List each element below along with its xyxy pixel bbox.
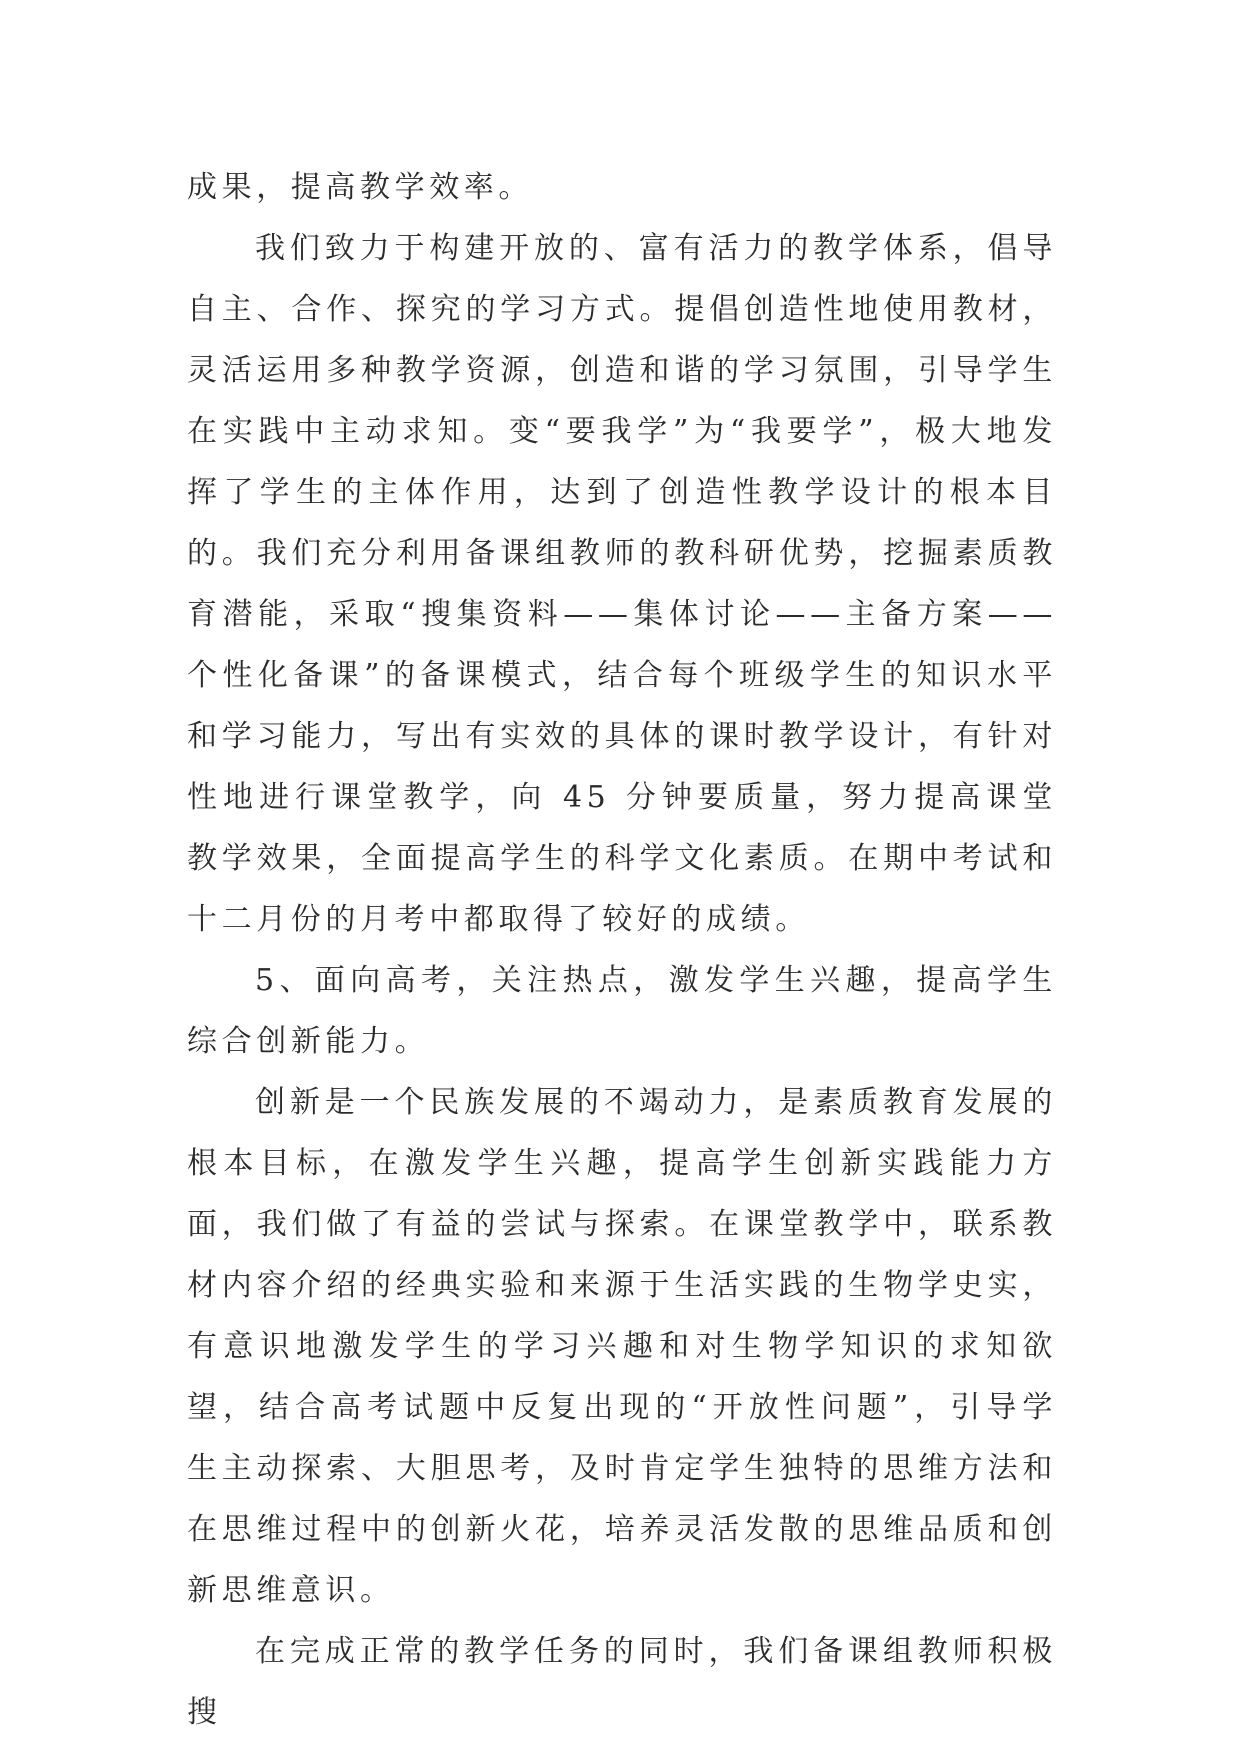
paragraph-continuation: 成果，提高教学效率。 (187, 170, 533, 205)
paragraph-teaching-system: 我们致力于构建开放的、富有活力的教学体系，倡导自主、合作、探究的学习方式。提倡创造性地使用教材，灵活运用多种教学资源，创造和谐的学习氛围，引导学生在实践中主动求知。变“要我学”为“我要学”，极大地发挥了学生的主体作用，达到了创造性教学设计的根本目的。我们充分利用备课组教师的教科研优势，挖掘素质教育潜能，采取“搜集资料——集体讨论——主备方案——个性化备课”的备课模式，结合每个班级学生的知识水平和学习能力，写出有实效的具体的课时教学设计，有针对性地进行课堂教学，向 45 分钟要质量，努力提高课堂教学效果，全面提高学生的科学文化素质。在期中考试和十二月份的月考中都取得了较好的成绩。 (187, 231, 1057, 937)
document-body (187, 157, 1057, 1743)
paragraph-tasks: 在完成正常的教学任务的同时，我们备课组教师积极搜 (187, 1634, 1057, 1730)
section-heading-5: 5、面向高考，关注热点，激发学生兴趣，提高学生综合创新能力。 (187, 963, 1057, 1059)
paragraph-innovation: 创新是一个民族发展的不竭动力，是素质教育发展的根本目标，在激发学生兴趣，提高学生创新实践能力方面，我们做了有益的尝试与探索。在课堂教学中，联系教材内容介绍的经典实验和来源于生活实践的生物学史实，有意识地激发学生的学习兴趣和对生物学知识的求知欲望，结合高考试题中反复出现的“开放性问题”，引导学生主动探索、大胆思考，及时肯定学生独特的思维方法和在思维过程中的创新火花，培养灵活发散的思维品质和创新思维意识。 (187, 1085, 1057, 1608)
